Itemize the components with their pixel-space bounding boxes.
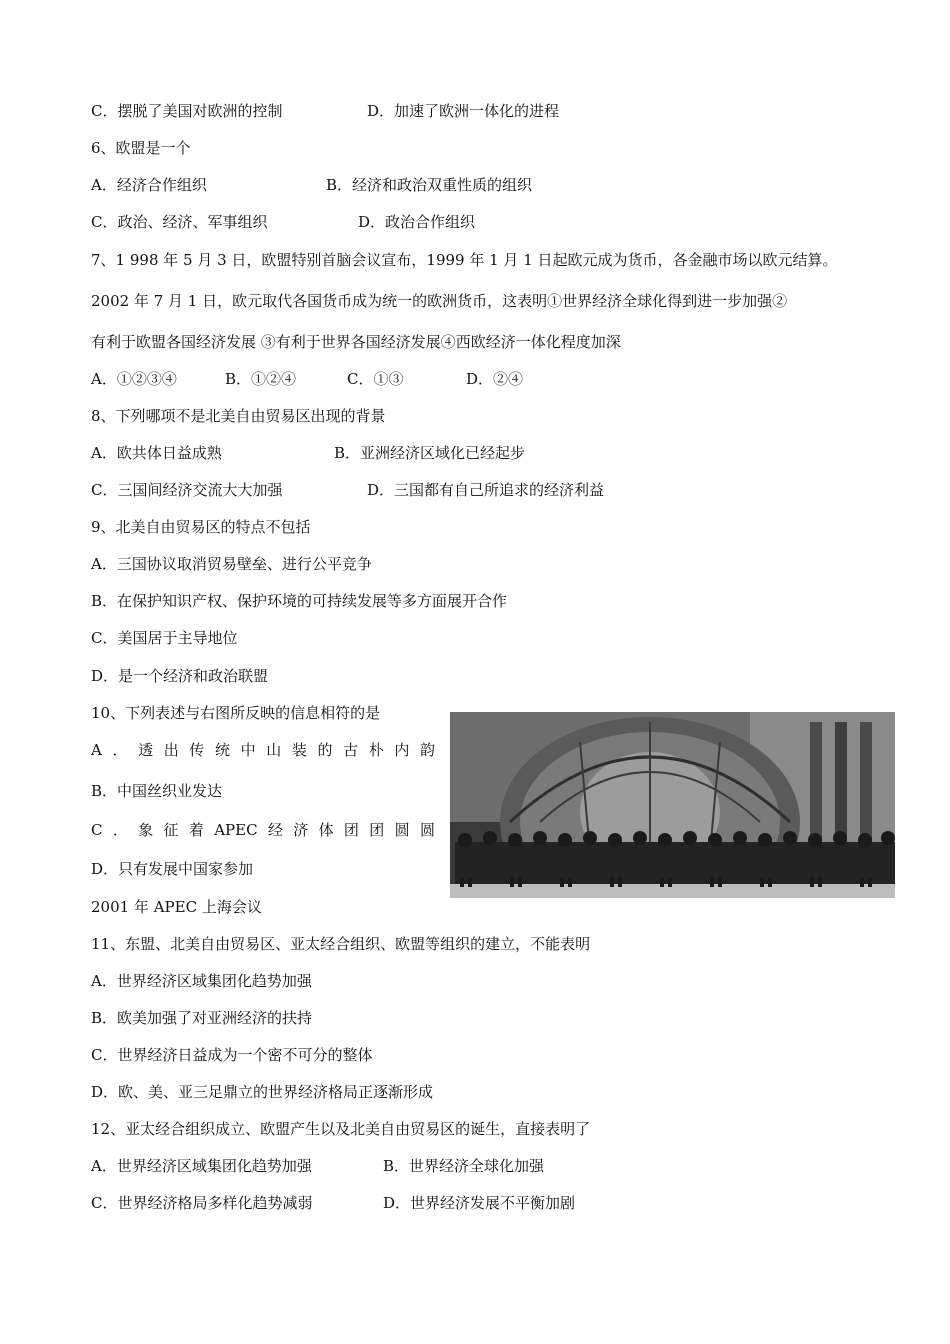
q11-option-d: D．欧、美、亚三足鼎立的世界经济格局正逐渐形成 <box>91 1083 434 1101</box>
q8-option-d: D．三国都有自己所追求的经济利益 <box>367 481 605 499</box>
q10-photo-caption: 2001 年 APEC 上海会议 <box>91 898 262 916</box>
q7-stem-line-2: 2002 年 7 月 1 日，欧元取代各国货币成为统一的欧洲货币，这表明①世界经济全球化得到进一步加强② <box>91 292 788 310</box>
q8-option-b: B．亚洲经济区域化已经起步 <box>334 444 526 462</box>
q10-option-c: C ． 象 征 着 APEC 经 济 体 团 团 圆 圆 <box>91 821 435 839</box>
q12-option-d: D．世界经济发展不平衡加剧 <box>383 1194 576 1212</box>
q7-option-d: D．②④ <box>466 370 524 388</box>
q7-option-b: B．①②④ <box>225 370 297 388</box>
q6-stem: 6、欧盟是一个 <box>91 139 191 157</box>
q9-stem: 9、北美自由贸易区的特点不包括 <box>91 518 311 536</box>
q12-stem: 12、亚太经合组织成立、欧盟产生以及北美自由贸易区的诞生，直接表明了 <box>91 1120 591 1138</box>
q6-option-a: A．经济合作组织 <box>91 176 207 194</box>
q5-option-c: C．摆脱了美国对欧洲的控制 <box>91 102 283 120</box>
q7-stem-line-1: 7、1 998 年 5 月 3 日，欧盟特别首脑会议宣布，1999 年 1 月 1 日起欧元成为货币，各金融市场以欧元结算。 <box>91 251 838 269</box>
q10-option-b: B．中国丝织业发达 <box>91 782 223 800</box>
q6-option-c: C．政治、经济、军事组织 <box>91 213 268 231</box>
q8-option-c: C．三国间经济交流大大加强 <box>91 481 283 499</box>
q9-option-d: D．是一个经济和政治联盟 <box>91 667 269 685</box>
q9-option-a: A．三国协议取消贸易壁垒、进行公平竞争 <box>91 555 372 573</box>
q10-option-d: D．只有发展中国家参加 <box>91 860 254 878</box>
q7-stem-line-3: 有利于欧盟各国经济发展 ③有利于世界各国经济发展④西欧经济一体化程度加深 <box>91 333 621 351</box>
q7-option-c: C．①③ <box>347 370 404 388</box>
q9-option-c: C．美国居于主导地位 <box>91 629 238 647</box>
q11-option-a: A．世界经济区域集团化趋势加强 <box>91 972 312 990</box>
q6-option-b: B．经济和政治双重性质的组织 <box>326 176 533 194</box>
apec-meeting-photo <box>450 712 895 898</box>
q10-option-a: A ． 透 出 传 统 中 山 装 的 古 朴 内 韵 <box>91 741 435 759</box>
q12-option-c: C．世界经济格局多样化趋势减弱 <box>91 1194 313 1212</box>
q5-option-d: D．加速了欧洲一体化的进程 <box>367 102 560 120</box>
q6-option-d: D．政治合作组织 <box>358 213 476 231</box>
q8-option-a: A．欧共体日益成熟 <box>91 444 222 462</box>
q11-option-c: C．世界经济日益成为一个密不可分的整体 <box>91 1046 373 1064</box>
q11-option-b: B．欧美加强了对亚洲经济的扶持 <box>91 1009 313 1027</box>
q10-stem: 10、下列表述与右图所反映的信息相符的是 <box>91 704 381 722</box>
q7-option-a: A．①②③④ <box>91 370 177 388</box>
q11-stem: 11、东盟、北美自由贸易区、亚太经合组织、欧盟等组织的建立，不能表明 <box>91 935 591 953</box>
q9-option-b: B．在保护知识产权、保护环境的可持续发展等多方面展开合作 <box>91 592 508 610</box>
q12-option-a: A．世界经济区域集团化趋势加强 <box>91 1157 312 1175</box>
q8-stem: 8、下列哪项不是北美自由贸易区出现的背景 <box>91 407 386 425</box>
q12-option-b: B．世界经济全球化加强 <box>383 1157 545 1175</box>
